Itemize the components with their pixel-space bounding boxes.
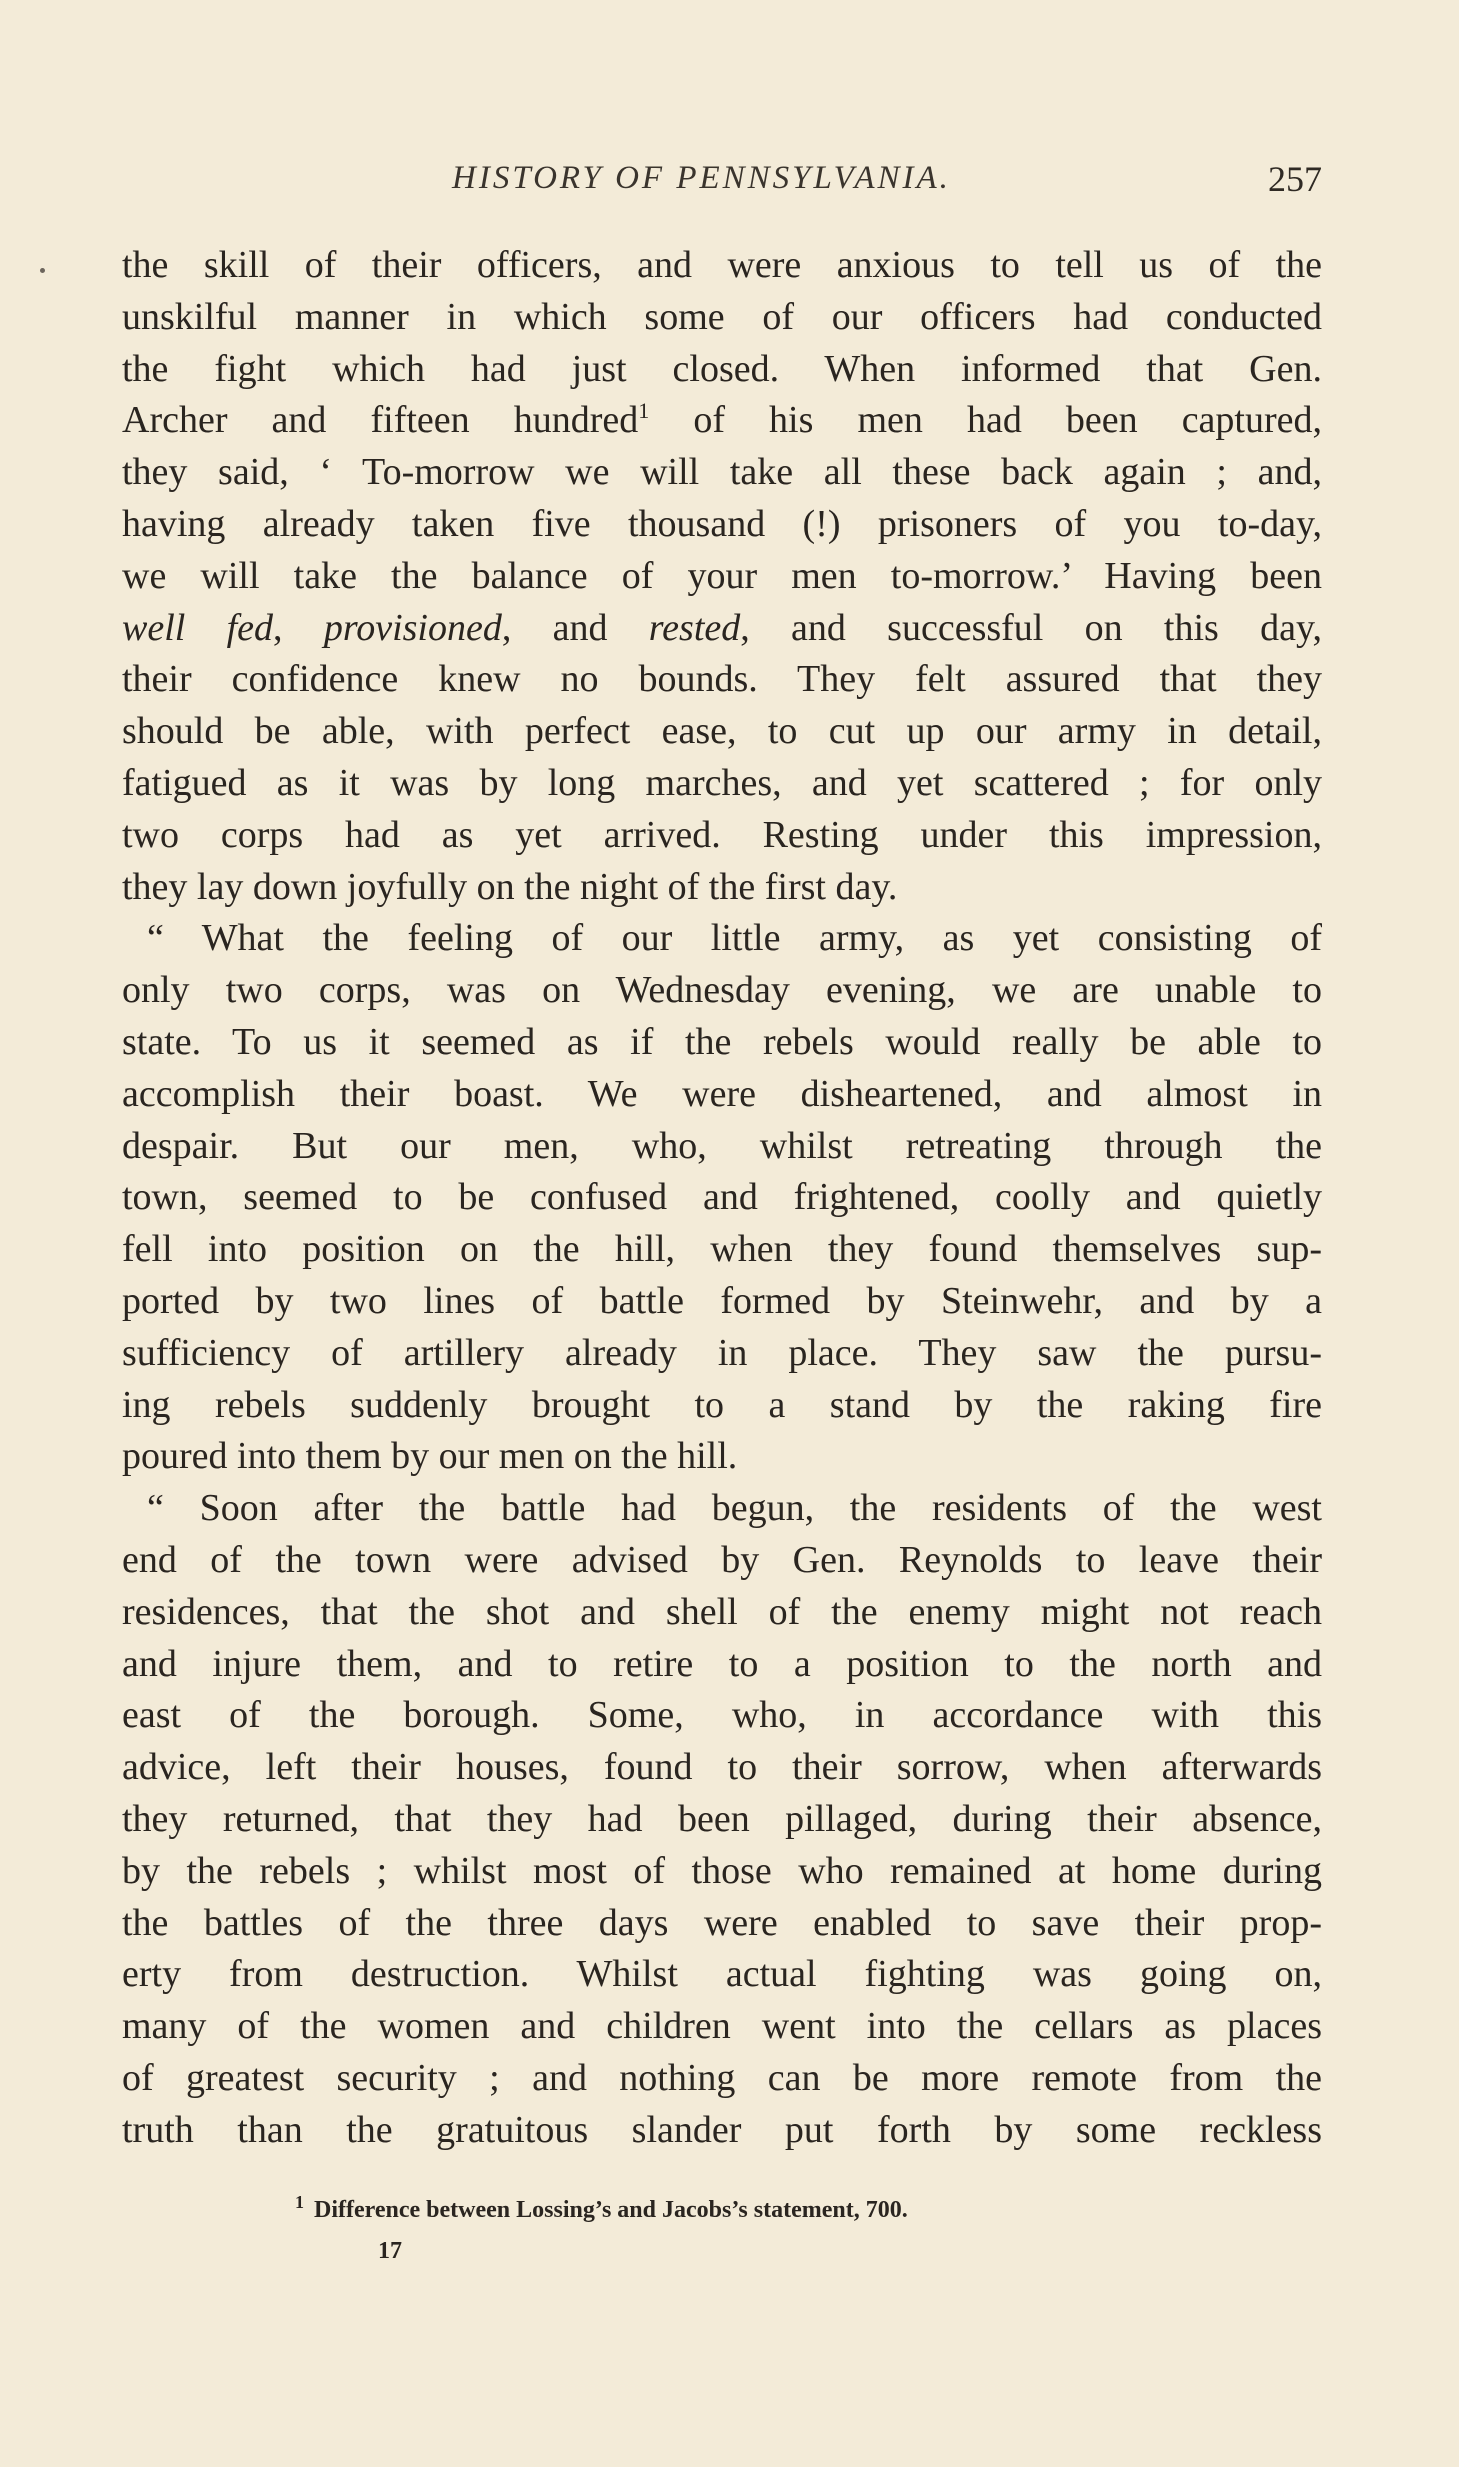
text-line: the fight which had just closed. When informed that Gen.: [122, 347, 1322, 390]
italic-text: rested: [648, 606, 741, 649]
text-line: town, seemed to be confused and frightened, coolly and quietly: [122, 1176, 1322, 1219]
text-line: the battles of the three days were enabled to save their prop-: [122, 1901, 1322, 1944]
text-line: fell into position on the hill, when they found themselves sup-: [122, 1228, 1322, 1271]
footnote-marker: 1: [295, 2192, 304, 2212]
text-line: ing rebels suddenly brought to a stand by the raking fire: [122, 1383, 1322, 1426]
text-line: east of the borough. Some, who, in accordance with this: [122, 1694, 1322, 1737]
text-line: the skill of their officers, and were anxious to tell us of the: [122, 244, 1322, 286]
margin-mark: [40, 268, 45, 273]
text-line: and injure them, and to retire to a position to the north and: [122, 1642, 1322, 1685]
footnote-ref: 1: [638, 398, 650, 424]
text-line: of greatest security ; and nothing can be more remote from the: [122, 2056, 1322, 2099]
text-line: they lay down joyfully on the night of the first day.: [122, 865, 898, 908]
text-segment: of his men had been captured,: [649, 399, 1322, 442]
text-line: poured into them by our men on the hill.: [122, 1435, 738, 1478]
text-line: sufficiency of artillery already in place. They saw the pursu-: [122, 1331, 1322, 1374]
page-header: [122, 160, 1322, 208]
text-line: by the rebels ; whilst most of those who remained at home during: [122, 1849, 1322, 1892]
text-line: unskilful manner in which some of our officers had conducted: [122, 295, 1322, 338]
footnote: [295, 2192, 908, 2224]
text-line: two corps had as yet arrived. Resting under this impression,: [122, 813, 1322, 856]
text-line: “ Soon after the battle had begun, the residents of the west: [147, 1487, 1322, 1530]
text-segment: ,: [273, 606, 324, 649]
text-line: residences, that the shot and shell of the enemy might not reach: [122, 1590, 1322, 1633]
text-line: [122, 603, 1322, 655]
text-line: advice, left their houses, found to their sorrow, when afterwards: [122, 1746, 1322, 1789]
text-segment: , and: [501, 606, 649, 649]
text-segment: , and successful on this day,: [740, 606, 1322, 649]
text-segment: Archer and fifteen hundred: [122, 399, 639, 442]
text-line: only two corps, was on Wednesday evening, we are unable to: [122, 969, 1322, 1012]
italic-text: provisioned: [323, 606, 502, 649]
text-line: should be able, with perfect ease, to cut up our army in detail,: [122, 710, 1322, 753]
footnote-text: Difference between Lossing’s and Jacobs’s statement, 700.: [314, 2197, 908, 2223]
body-text: [122, 240, 1322, 2156]
page-number: 257: [1268, 159, 1322, 199]
running-head: HISTORY OF PENNSYLVANIA.: [452, 160, 951, 196]
text-line: they returned, that they had been pillaged, during their absence,: [122, 1797, 1322, 1840]
text-line: their confidence knew no bounds. They felt assured that they: [122, 658, 1322, 701]
text-line: many of the women and children went into the cellars as places: [122, 2005, 1322, 2048]
italic-text: well fed: [122, 606, 274, 649]
signature-mark: 17: [378, 2238, 402, 2264]
text-line: end of the town were advised by Gen. Reynolds to leave their: [122, 1538, 1322, 1581]
text-line: ported by two lines of battle formed by Steinwehr, and by a: [122, 1279, 1322, 1322]
text-line: accomplish their boast. We were disheartened, and almost in: [122, 1072, 1322, 1115]
text-line: state. To us it seemed as if the rebels would really be able to: [122, 1020, 1322, 1063]
text-line: erty from destruction. Whilst actual fighting was going on,: [122, 1953, 1322, 1996]
text-line: “ What the feeling of our little army, as yet consisting of: [147, 917, 1322, 960]
text-line: fatigued as it was by long marches, and yet scattered ; for only: [122, 761, 1322, 804]
text-line: having already taken five thousand (!) prisoners of you to-day,: [122, 502, 1322, 545]
text-line: they said, ‘ To-morrow we will take all these back again ; and,: [122, 451, 1322, 494]
text-line: [122, 395, 1322, 447]
text-line: we will take the balance of your men to-morrow.’ Having been: [122, 554, 1322, 597]
text-line: truth than the gratuitous slander put forth by some reckless: [122, 2108, 1322, 2151]
text-line: despair. But our men, who, whilst retreating through the: [122, 1124, 1322, 1167]
